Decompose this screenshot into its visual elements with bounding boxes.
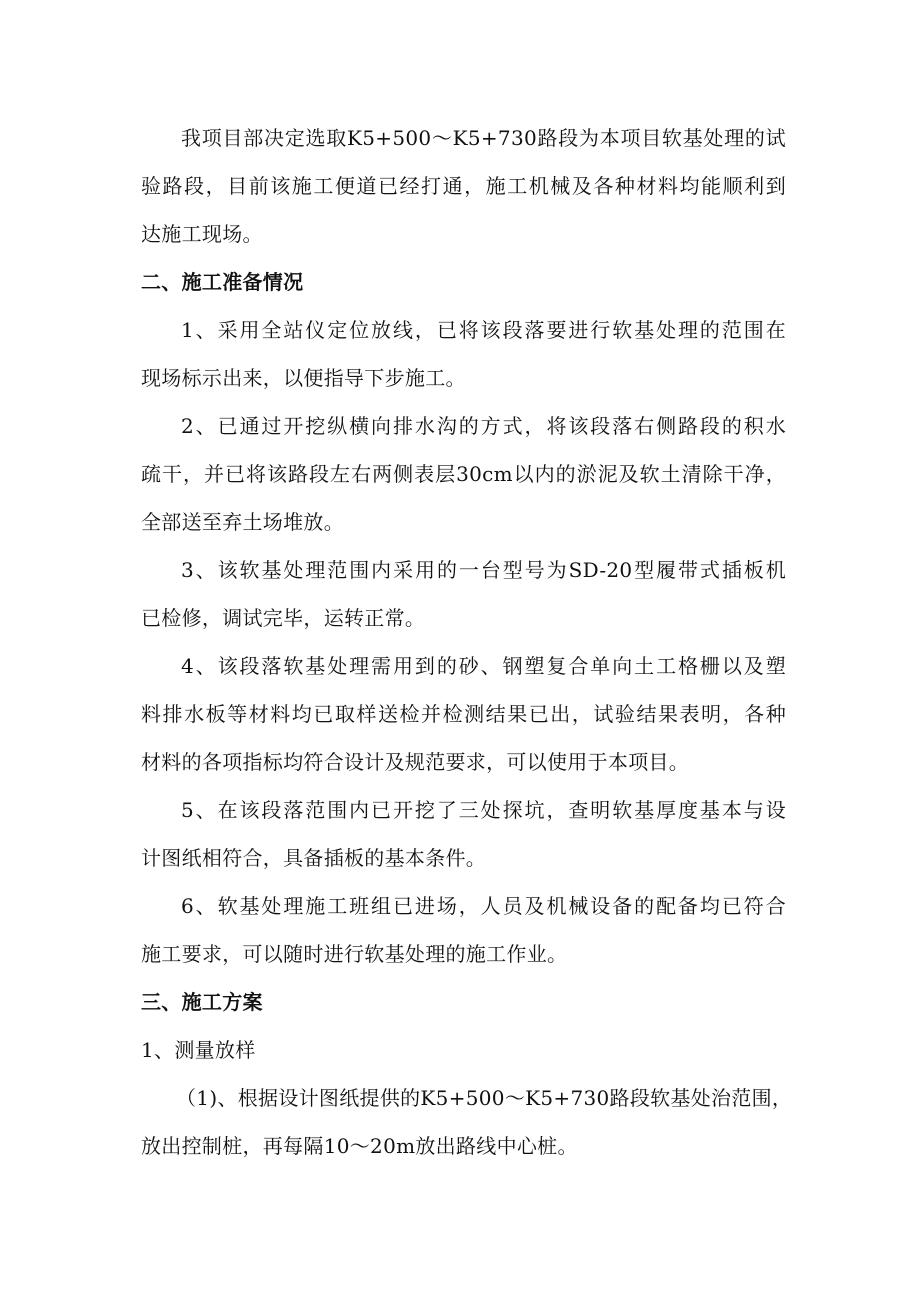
intro-line-1: 我项目部决定选取K5+500～K5+730路段为本项目软基处理的试 xyxy=(181,126,786,150)
prep-item-5-line-1: 5、在该段落范围内已开挖了三处探坑，查明软基厚度基本与设 xyxy=(181,798,786,822)
prep-item-4-line-2: 料排水板等材料均已取样送检并检测结果已出，试验结果表明，各种 xyxy=(141,702,786,726)
intro-line-3: 达施工现场。 xyxy=(141,222,263,246)
prep-item-4-line-1: 4、该段落软基处理需用到的砂、钢塑复合单向土工格栅以及塑 xyxy=(181,654,786,678)
section-heading-plan: 三、施工方案 xyxy=(141,990,263,1014)
prep-item-2-line-1: 2、已通过开挖纵横向排水沟的方式，将该段落右侧路段的积水 xyxy=(181,414,786,438)
prep-item-2-line-3: 全部送至弃土场堆放。 xyxy=(141,510,344,534)
prep-item-2-line-2: 疏干，并已将该路段左右两侧表层30cm以内的淤泥及软土清除干净， xyxy=(141,462,786,486)
prep-item-6-line-2: 施工要求，可以随时进行软基处理的施工作业。 xyxy=(141,942,568,966)
section-heading-preparation: 二、施工准备情况 xyxy=(141,270,304,294)
prep-item-6-line-1: 6、软基处理施工班组已进场，人员及机械设备的配备均已符合 xyxy=(181,894,786,918)
prep-item-1-line-1: 1、采用全站仪定位放线，已将该段落要进行软基处理的范围在 xyxy=(181,318,786,342)
intro-line-2: 验路段，目前该施工便道已经打通，施工机械及各种材料均能顺利到 xyxy=(141,174,786,198)
prep-item-4-line-3: 材料的各项指标均符合设计及规范要求，可以使用于本项目。 xyxy=(141,750,690,774)
subheading-survey: 1、测量放样 xyxy=(141,1038,256,1062)
plan-item-1-line-2: 放出控制桩，再每隔10～20m放出路线中心桩。 xyxy=(141,1134,578,1158)
plan-item-1-line-1: （1)、根据设计图纸提供的K5+500～K5+730路段软基处治范围， xyxy=(176,1086,793,1110)
prep-item-3-line-1: 3、该软基处理范围内采用的一台型号为SD-20型履带式插板机 xyxy=(181,558,786,582)
prep-item-5-line-2: 计图纸相符合，具备插板的基本条件。 xyxy=(141,846,487,870)
prep-item-1-line-2: 现场标示出来，以便指导下步施工。 xyxy=(141,366,466,390)
prep-item-3-line-2: 已检修，调试完毕，运转正常。 xyxy=(141,606,426,630)
